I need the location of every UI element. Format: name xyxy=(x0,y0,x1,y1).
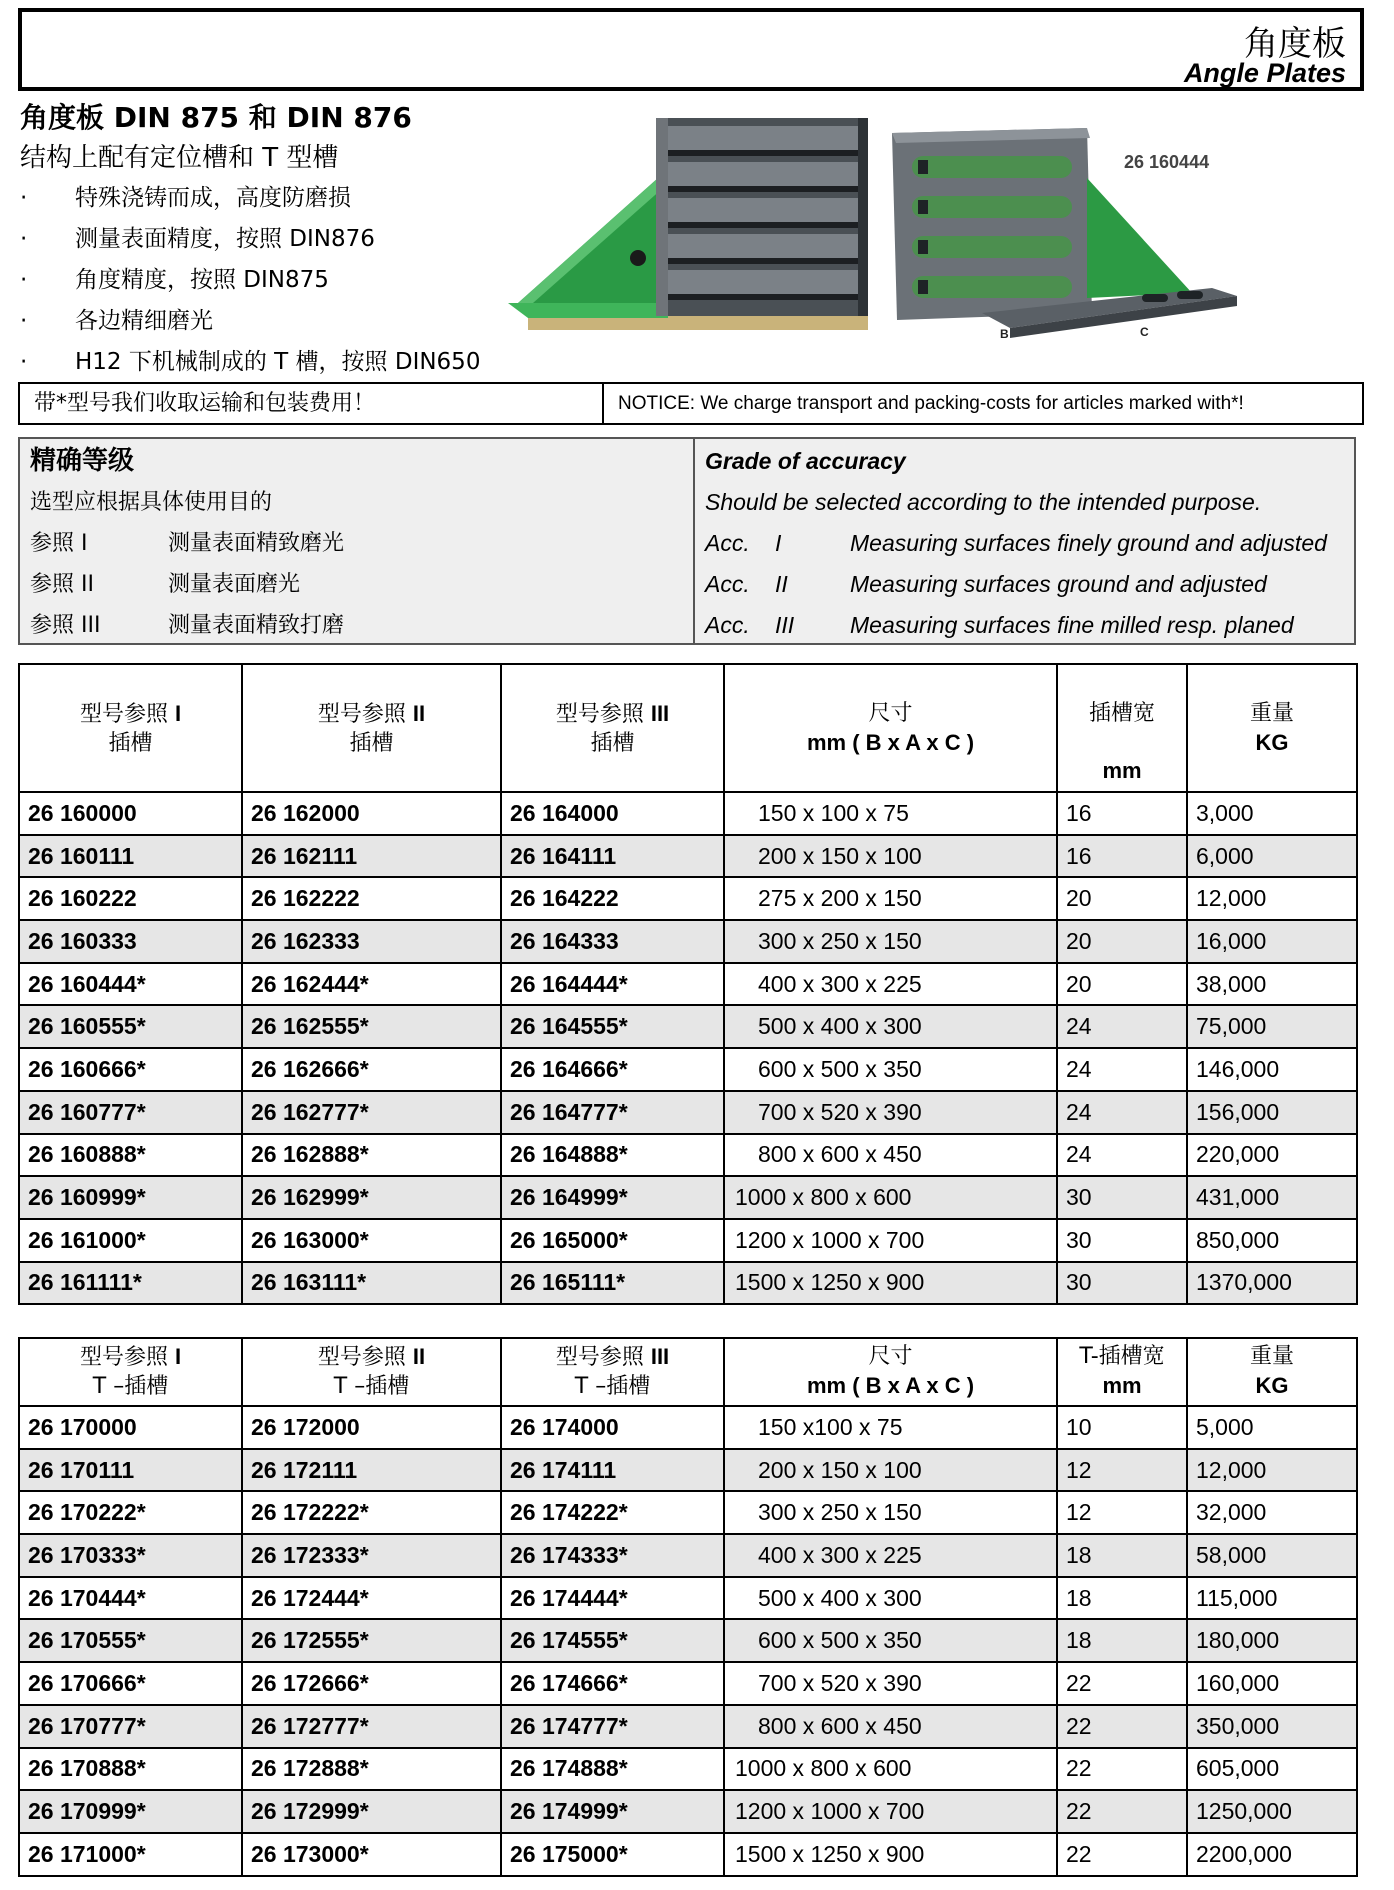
size-cell: 150 x 100 x 75 xyxy=(724,792,1057,835)
slot-width-cell: 30 xyxy=(1057,1219,1187,1262)
model-acc1-cell: 26 160888* xyxy=(19,1134,242,1177)
model-acc2-cell: 26 163111* xyxy=(242,1262,501,1305)
table-row xyxy=(19,1219,1357,1262)
model-acc3-cell: 26 164444* xyxy=(501,963,724,1006)
feature-text: H12 下机械制成的 T 槽，按照 DIN650 xyxy=(75,349,481,375)
intro-headline: 角度板 DIN 875 和 DIN 876 xyxy=(20,101,412,134)
model-acc1-cell: 26 170000 xyxy=(19,1406,242,1449)
accuracy-row xyxy=(705,605,1354,646)
accuracy-row xyxy=(705,564,1354,605)
table-header-row xyxy=(19,1338,1357,1406)
model-acc2-cell: 26 162333 xyxy=(242,920,501,963)
table-row xyxy=(19,1406,1357,1449)
notice-en: NOTICE: We charge transport and packing-costs for articles marked with*! xyxy=(618,393,1244,414)
table-row xyxy=(19,1662,1357,1705)
size-cell: 200 x 150 x 100 xyxy=(724,1449,1057,1492)
model-acc3-cell: 26 174222* xyxy=(501,1491,724,1534)
feature-text: 特殊浇铸而成，高度防磨损 xyxy=(75,185,351,211)
model-acc1-cell: 26 160555* xyxy=(19,1005,242,1048)
model-acc2-cell: 26 162444* xyxy=(242,963,501,1006)
weight-cell: 146,000 xyxy=(1187,1048,1357,1091)
accuracy-key: 参照 II xyxy=(30,572,94,597)
weight-cell: 6,000 xyxy=(1187,835,1357,878)
model-acc3-cell: 26 165111* xyxy=(501,1262,724,1305)
accuracy-key: Acc. xyxy=(705,530,750,556)
accuracy-row xyxy=(705,523,1354,564)
model-acc1-cell: 26 170444* xyxy=(19,1577,242,1620)
model-acc3-cell: 26 174666* xyxy=(501,1662,724,1705)
size-cell: 1200 x 1000 x 700 xyxy=(724,1790,1057,1833)
model-acc3-cell: 26 174777* xyxy=(501,1705,724,1748)
model-acc2-cell: 26 162999* xyxy=(242,1176,501,1219)
model-acc2-cell: 26 172999* xyxy=(242,1790,501,1833)
feature-item xyxy=(20,301,540,342)
size-cell: 1500 x 1250 x 900 xyxy=(724,1833,1057,1876)
model-acc1-cell: 26 160444* xyxy=(19,963,242,1006)
model-acc1-cell: 26 160999* xyxy=(19,1176,242,1219)
slot-width-cell: 20 xyxy=(1057,920,1187,963)
size-cell: 1200 x 1000 x 700 xyxy=(724,1219,1057,1262)
weight-cell: 160,000 xyxy=(1187,1662,1357,1705)
accuracy-en xyxy=(695,439,1354,643)
accuracy-desc: 测量表面精致磨光 xyxy=(168,531,345,556)
col-header-slot-width: T-插槽宽 mm xyxy=(1057,1338,1187,1406)
accuracy-desc: 测量表面磨光 xyxy=(168,572,301,597)
slotted-angle-plate-image xyxy=(508,118,878,333)
model-acc1-cell: 26 170333* xyxy=(19,1534,242,1577)
size-cell: 1000 x 800 x 600 xyxy=(724,1748,1057,1791)
accuracy-grades xyxy=(18,437,1356,645)
weight-cell: 2200,000 xyxy=(1187,1833,1357,1876)
slot-width-cell: 16 xyxy=(1057,835,1187,878)
model-acc3-cell: 26 164000 xyxy=(501,792,724,835)
accuracy-title-en: Grade of accuracy xyxy=(705,448,906,474)
model-acc2-cell: 26 172222* xyxy=(242,1491,501,1534)
model-acc1-cell: 26 161000* xyxy=(19,1219,242,1262)
slot-width-cell: 24 xyxy=(1057,1048,1187,1091)
image-label-b: B xyxy=(1000,327,1009,338)
model-acc2-cell: 26 162222 xyxy=(242,877,501,920)
size-cell: 600 x 500 x 350 xyxy=(724,1619,1057,1662)
accuracy-grade: II xyxy=(775,571,788,597)
col-header-size: 尺寸 mm ( B x A x C ) xyxy=(724,1338,1057,1406)
model-acc3-cell: 26 174999* xyxy=(501,1790,724,1833)
table-row xyxy=(19,1833,1357,1876)
bullet-dot: · xyxy=(20,226,28,252)
model-acc2-cell: 26 172555* xyxy=(242,1619,501,1662)
model-acc3-cell: 26 174000 xyxy=(501,1406,724,1449)
model-acc3-cell: 26 165000* xyxy=(501,1219,724,1262)
col-header-slot-width: 插槽宽 mm xyxy=(1057,664,1187,792)
accuracy-desc: Measuring surfaces ground and adjusted xyxy=(850,571,1267,597)
slot-width-cell: 24 xyxy=(1057,1091,1187,1134)
bullet-dot: · xyxy=(20,308,28,334)
model-acc3-cell: 26 174888* xyxy=(501,1748,724,1791)
model-acc3-cell: 26 164555* xyxy=(501,1005,724,1048)
model-acc1-cell: 26 160111 xyxy=(19,835,242,878)
model-acc2-cell: 26 172333* xyxy=(242,1534,501,1577)
model-acc2-cell: 26 172444* xyxy=(242,1577,501,1620)
accuracy-key: 参照 III xyxy=(30,613,101,638)
weight-cell: 75,000 xyxy=(1187,1005,1357,1048)
slot-width-cell: 20 xyxy=(1057,963,1187,1006)
model-acc3-cell: 26 164222 xyxy=(501,877,724,920)
size-cell: 400 x 300 x 225 xyxy=(724,1534,1057,1577)
slot-width-cell: 24 xyxy=(1057,1005,1187,1048)
accuracy-row xyxy=(30,564,693,605)
table-row xyxy=(19,1705,1357,1748)
table-row xyxy=(19,1491,1357,1534)
weight-cell: 12,000 xyxy=(1187,877,1357,920)
model-acc3-cell: 26 174333* xyxy=(501,1534,724,1577)
table-row xyxy=(19,835,1357,878)
feature-item xyxy=(20,260,540,301)
accuracy-grade: III xyxy=(775,612,795,638)
weight-cell: 220,000 xyxy=(1187,1134,1357,1177)
table-row xyxy=(19,1176,1357,1219)
title-cn: 角度板 xyxy=(1244,24,1346,64)
weight-cell: 350,000 xyxy=(1187,1705,1357,1748)
slot-width-cell: 12 xyxy=(1057,1491,1187,1534)
size-cell: 700 x 520 x 390 xyxy=(724,1662,1057,1705)
model-acc3-cell: 26 164777* xyxy=(501,1091,724,1134)
model-acc2-cell: 26 163000* xyxy=(242,1219,501,1262)
slot-width-cell: 24 xyxy=(1057,1134,1187,1177)
intro-subline: 结构上配有定位槽和 T 型槽 xyxy=(20,143,339,173)
t-slot-angle-plate-image xyxy=(892,128,1294,338)
col-header-acc2: 型号参照 II T –插槽 xyxy=(242,1338,501,1406)
size-cell: 500 x 400 x 300 xyxy=(724,1005,1057,1048)
table-row xyxy=(19,1534,1357,1577)
size-cell: 700 x 520 x 390 xyxy=(724,1091,1057,1134)
accuracy-key: Acc. xyxy=(705,612,750,638)
model-acc2-cell: 26 162888* xyxy=(242,1134,501,1177)
table-row xyxy=(19,1577,1357,1620)
col-header-acc2: 型号参照 II 插槽 xyxy=(242,664,501,792)
size-cell: 800 x 600 x 450 xyxy=(724,1134,1057,1177)
weight-cell: 5,000 xyxy=(1187,1406,1357,1449)
slot-width-cell: 18 xyxy=(1057,1619,1187,1662)
col-header-size: 尺寸 mm ( B x A x C ) xyxy=(724,664,1057,792)
size-cell: 500 x 400 x 300 xyxy=(724,1577,1057,1620)
model-acc1-cell: 26 170999* xyxy=(19,1790,242,1833)
slot-width-cell: 16 xyxy=(1057,792,1187,835)
weight-cell: 58,000 xyxy=(1187,1534,1357,1577)
feature-text: 测量表面精度，按照 DIN876 xyxy=(75,226,375,252)
page-header xyxy=(18,8,1364,91)
size-cell: 275 x 200 x 150 xyxy=(724,877,1057,920)
slot-width-cell: 10 xyxy=(1057,1406,1187,1449)
table-row xyxy=(19,1091,1357,1134)
model-acc1-cell: 26 170777* xyxy=(19,1705,242,1748)
model-acc3-cell: 26 164888* xyxy=(501,1134,724,1177)
slot-width-cell: 22 xyxy=(1057,1833,1187,1876)
accuracy-row xyxy=(30,523,693,564)
accuracy-title-cn: 精确等级 xyxy=(30,446,135,476)
feature-text: 角度精度，按照 DIN875 xyxy=(75,267,329,293)
feature-item xyxy=(20,178,540,219)
model-acc1-cell: 26 161111* xyxy=(19,1262,242,1305)
size-cell: 400 x 300 x 225 xyxy=(724,963,1057,1006)
model-acc1-cell: 26 160777* xyxy=(19,1091,242,1134)
model-acc1-cell: 26 170555* xyxy=(19,1619,242,1662)
table-row xyxy=(19,963,1357,1006)
size-cell: 1500 x 1250 x 900 xyxy=(724,1262,1057,1305)
model-acc3-cell: 26 164333 xyxy=(501,920,724,963)
model-acc2-cell: 26 173000* xyxy=(242,1833,501,1876)
table-row xyxy=(19,1005,1357,1048)
table-row xyxy=(19,1048,1357,1091)
image-part-number: 26 160444 xyxy=(1124,152,1210,172)
feature-list xyxy=(20,178,540,383)
model-acc3-cell: 26 175000* xyxy=(501,1833,724,1876)
size-cell: 300 x 250 x 150 xyxy=(724,1491,1057,1534)
t-slot-plates-table xyxy=(18,1337,1358,1877)
table-body xyxy=(19,1406,1357,1876)
slot-width-cell: 20 xyxy=(1057,877,1187,920)
table-header-row xyxy=(19,664,1357,792)
notice-cn: 带*型号我们收取运输和包装费用！ xyxy=(20,384,604,423)
model-acc1-cell: 26 160222 xyxy=(19,877,242,920)
shipping-notice xyxy=(18,382,1364,425)
model-acc3-cell: 26 164111 xyxy=(501,835,724,878)
model-acc2-cell: 26 172666* xyxy=(242,1662,501,1705)
model-acc3-cell: 26 174555* xyxy=(501,1619,724,1662)
model-acc3-cell: 26 164666* xyxy=(501,1048,724,1091)
size-cell: 600 x 500 x 350 xyxy=(724,1048,1057,1091)
accuracy-cn xyxy=(20,439,695,643)
table-row xyxy=(19,1748,1357,1791)
accuracy-subtitle-cn: 选型应根据具体使用目的 xyxy=(30,490,273,515)
model-acc2-cell: 26 172777* xyxy=(242,1705,501,1748)
feature-text: 各边精细磨光 xyxy=(75,308,213,334)
accuracy-key: 参照 I xyxy=(30,531,88,556)
accuracy-desc: 测量表面精致打磨 xyxy=(168,613,345,638)
bullet-dot: · xyxy=(20,185,28,211)
slot-width-cell: 12 xyxy=(1057,1449,1187,1492)
accuracy-desc: Measuring surfaces fine milled resp. planed xyxy=(850,612,1294,638)
model-acc1-cell: 26 170666* xyxy=(19,1662,242,1705)
model-acc3-cell: 26 164999* xyxy=(501,1176,724,1219)
model-acc2-cell: 26 162000 xyxy=(242,792,501,835)
slot-width-cell: 22 xyxy=(1057,1705,1187,1748)
title-en: Angle Plates xyxy=(1183,58,1346,88)
weight-cell: 180,000 xyxy=(1187,1619,1357,1662)
col-header-acc3: 型号参照 III T –插槽 xyxy=(501,1338,724,1406)
col-header-acc1: 型号参照 I T –插槽 xyxy=(19,1338,242,1406)
accuracy-grade: I xyxy=(775,530,782,556)
table-body xyxy=(19,792,1357,1304)
feature-item xyxy=(20,219,540,260)
table-row xyxy=(19,1449,1357,1492)
model-acc2-cell: 26 162666* xyxy=(242,1048,501,1091)
model-acc2-cell: 26 162555* xyxy=(242,1005,501,1048)
model-acc2-cell: 26 162111 xyxy=(242,835,501,878)
slot-width-cell: 18 xyxy=(1057,1577,1187,1620)
slot-width-cell: 30 xyxy=(1057,1176,1187,1219)
model-acc3-cell: 26 174444* xyxy=(501,1577,724,1620)
image-label-c: C xyxy=(1140,325,1149,338)
slot-width-cell: 22 xyxy=(1057,1790,1187,1833)
col-header-acc1: 型号参照 I 插槽 xyxy=(19,664,242,792)
weight-cell: 12,000 xyxy=(1187,1449,1357,1492)
slot-width-cell: 30 xyxy=(1057,1262,1187,1305)
model-acc1-cell: 26 160666* xyxy=(19,1048,242,1091)
weight-cell: 1250,000 xyxy=(1187,1790,1357,1833)
model-acc1-cell: 26 170111 xyxy=(19,1449,242,1492)
col-header-weight: 重量 KG xyxy=(1187,1338,1357,1406)
bullet-dot: · xyxy=(20,267,28,293)
accuracy-subtitle-en: Should be selected according to the intended purpose. xyxy=(705,489,1262,515)
slotted-plates-table xyxy=(18,663,1358,1305)
table-row xyxy=(19,1134,1357,1177)
table-row xyxy=(19,920,1357,963)
bullet-dot: · xyxy=(20,349,28,375)
model-acc2-cell: 26 172111 xyxy=(242,1449,501,1492)
table-row xyxy=(19,877,1357,920)
col-header-weight: 重量 KG xyxy=(1187,664,1357,792)
accuracy-desc: Measuring surfaces finely ground and adjusted xyxy=(850,530,1327,556)
col-header-acc3: 型号参照 III 插槽 xyxy=(501,664,724,792)
size-cell: 200 x 150 x 100 xyxy=(724,835,1057,878)
model-acc2-cell: 26 172888* xyxy=(242,1748,501,1791)
table-row xyxy=(19,1790,1357,1833)
size-cell: 1000 x 800 x 600 xyxy=(724,1176,1057,1219)
slot-width-cell: 22 xyxy=(1057,1748,1187,1791)
model-acc1-cell: 26 160333 xyxy=(19,920,242,963)
weight-cell: 156,000 xyxy=(1187,1091,1357,1134)
size-cell: 800 x 600 x 450 xyxy=(724,1705,1057,1748)
table-row xyxy=(19,792,1357,835)
weight-cell: 1370,000 xyxy=(1187,1262,1357,1305)
weight-cell: 850,000 xyxy=(1187,1219,1357,1262)
weight-cell: 431,000 xyxy=(1187,1176,1357,1219)
model-acc1-cell: 26 171000* xyxy=(19,1833,242,1876)
weight-cell: 32,000 xyxy=(1187,1491,1357,1534)
model-acc2-cell: 26 172000 xyxy=(242,1406,501,1449)
weight-cell: 605,000 xyxy=(1187,1748,1357,1791)
intro xyxy=(20,98,540,383)
weight-cell: 38,000 xyxy=(1187,963,1357,1006)
table-row xyxy=(19,1619,1357,1662)
model-acc2-cell: 26 162777* xyxy=(242,1091,501,1134)
weight-cell: 3,000 xyxy=(1187,792,1357,835)
size-cell: 150 x100 x 75 xyxy=(724,1406,1057,1449)
accuracy-row xyxy=(30,605,693,646)
model-acc3-cell: 26 174111 xyxy=(501,1449,724,1492)
weight-cell: 115,000 xyxy=(1187,1577,1357,1620)
slot-width-cell: 22 xyxy=(1057,1662,1187,1705)
feature-item xyxy=(20,342,540,383)
slot-width-cell: 18 xyxy=(1057,1534,1187,1577)
model-acc1-cell: 26 170222* xyxy=(19,1491,242,1534)
model-acc1-cell: 26 170888* xyxy=(19,1748,242,1791)
model-acc1-cell: 26 160000 xyxy=(19,792,242,835)
accuracy-key: Acc. xyxy=(705,571,750,597)
size-cell: 300 x 250 x 150 xyxy=(724,920,1057,963)
weight-cell: 16,000 xyxy=(1187,920,1357,963)
table-row xyxy=(19,1262,1357,1305)
